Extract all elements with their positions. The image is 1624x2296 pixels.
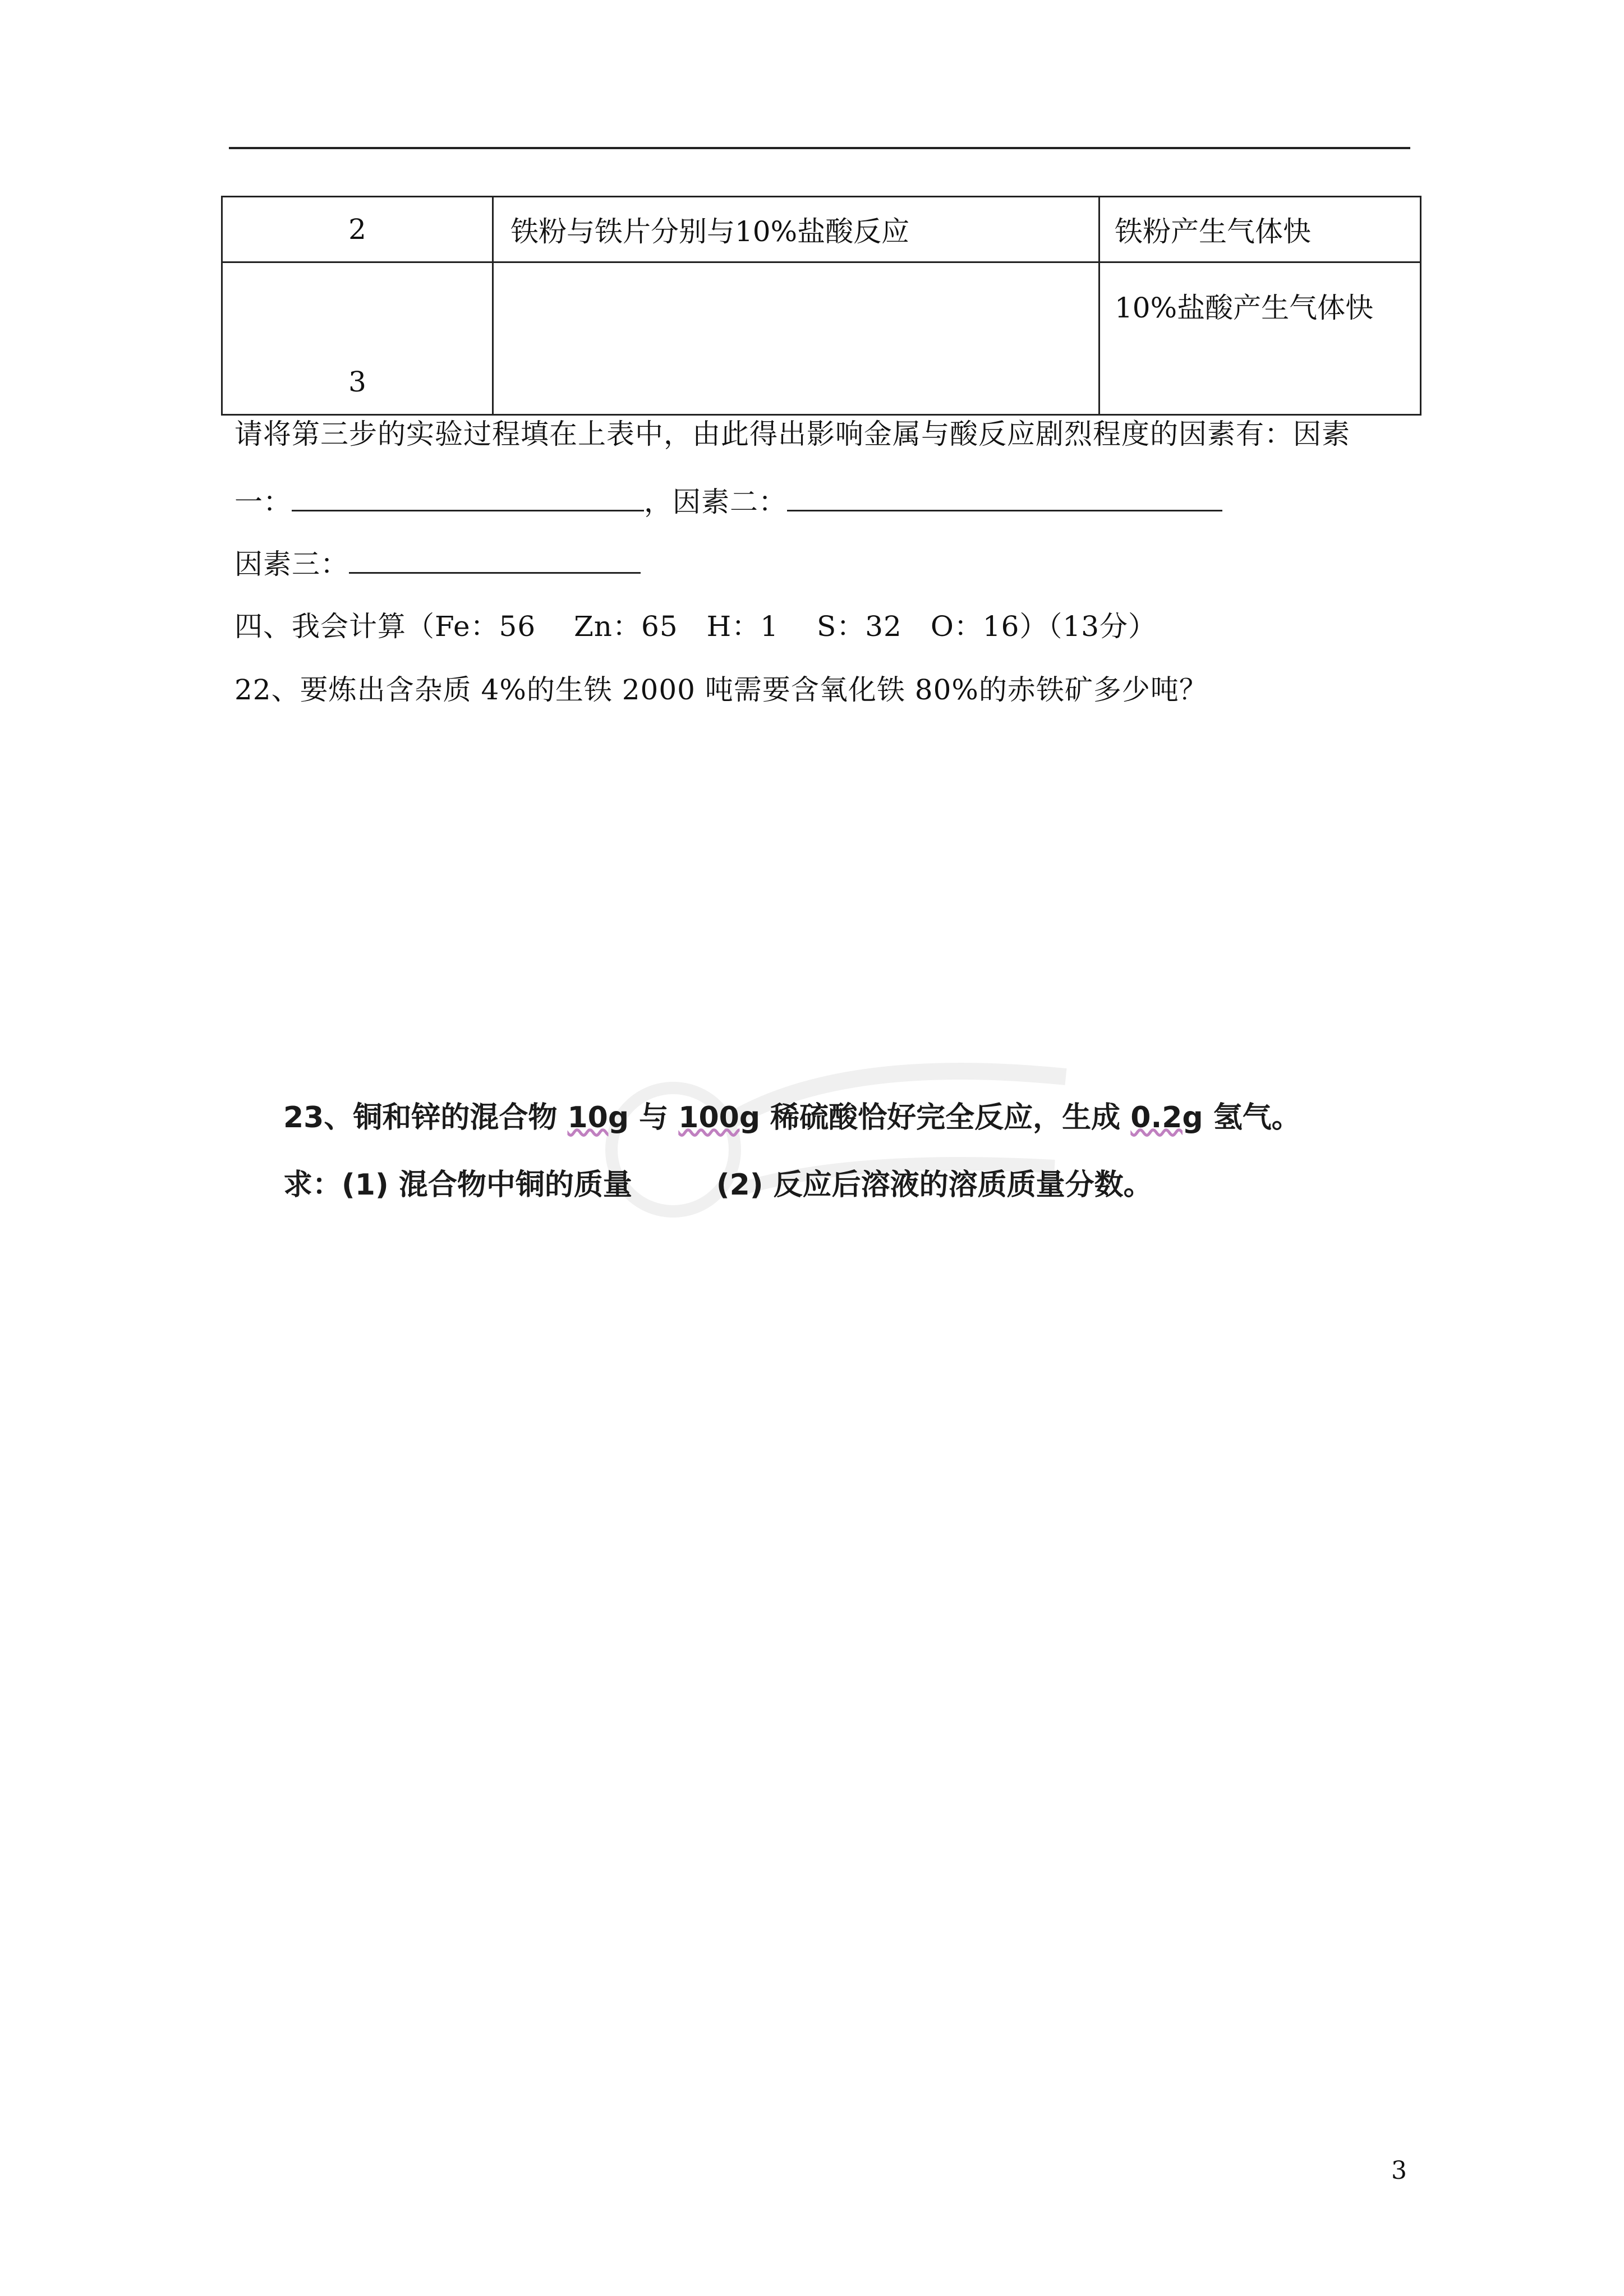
factor-line-2 bbox=[234, 542, 641, 582]
page-number: 3 bbox=[1391, 2156, 1407, 2185]
q23-text: 23、铜和锌的混合物 bbox=[283, 1101, 568, 1135]
factor2-blank[interactable] bbox=[787, 484, 1222, 511]
factor-line-1 bbox=[234, 480, 1222, 520]
q23-text: 氢气。 bbox=[1203, 1101, 1301, 1135]
question-23-line2 bbox=[283, 1161, 1153, 1203]
instruction-text: 请将第三步的实验过程填在上表中，由此得出影响金属与酸反应剧烈程度的因素有：因素 bbox=[234, 418, 1350, 450]
q23-text: 稀硫酸恰好完全反应，生成 bbox=[760, 1101, 1131, 1135]
factor1-blank[interactable] bbox=[292, 484, 644, 511]
header-rule bbox=[229, 147, 1410, 149]
factor3-blank[interactable] bbox=[349, 546, 641, 574]
process-cell: 铁粉与铁片分别与10%盐酸反应 bbox=[493, 197, 1099, 262]
factor2-label: ，因素二： bbox=[644, 486, 787, 518]
q23-mass-cu-zn: 10g bbox=[567, 1101, 629, 1135]
table-row bbox=[222, 262, 1421, 415]
factor1-label: 一： bbox=[234, 486, 292, 518]
step-cell: 2 bbox=[222, 197, 493, 262]
section4-heading: 四、我会计算（Fe：56 Zn：65 H：1 S：32 O：16）（13分） bbox=[234, 610, 1157, 643]
result-cell: 10%盐酸产生气体快 bbox=[1099, 262, 1421, 415]
experiment-table bbox=[221, 196, 1421, 416]
question-23-line1 bbox=[283, 1094, 1301, 1136]
q23-part2: (2) 反应后溶液的溶质质量分数。 bbox=[716, 1168, 1153, 1202]
table-row bbox=[222, 197, 1421, 262]
step-cell: 3 bbox=[222, 262, 493, 415]
result-cell: 铁粉产生气体快 bbox=[1099, 197, 1421, 262]
q23-part1: 求：(1) 混合物中铜的质量 bbox=[283, 1168, 632, 1202]
q23-mass-acid: 100g bbox=[678, 1101, 761, 1135]
q23-text: 与 bbox=[629, 1101, 679, 1135]
process-cell-blank[interactable] bbox=[493, 262, 1099, 415]
question-22: 22、要炼出含杂质 4%的生铁 2000 吨需要含氧化铁 80%的赤铁矿多少吨？ bbox=[234, 674, 1208, 706]
q23-mass-h2: 0.2g bbox=[1130, 1101, 1203, 1135]
watermark-logo bbox=[561, 1009, 1122, 1290]
factor3-label: 因素三： bbox=[234, 548, 349, 580]
